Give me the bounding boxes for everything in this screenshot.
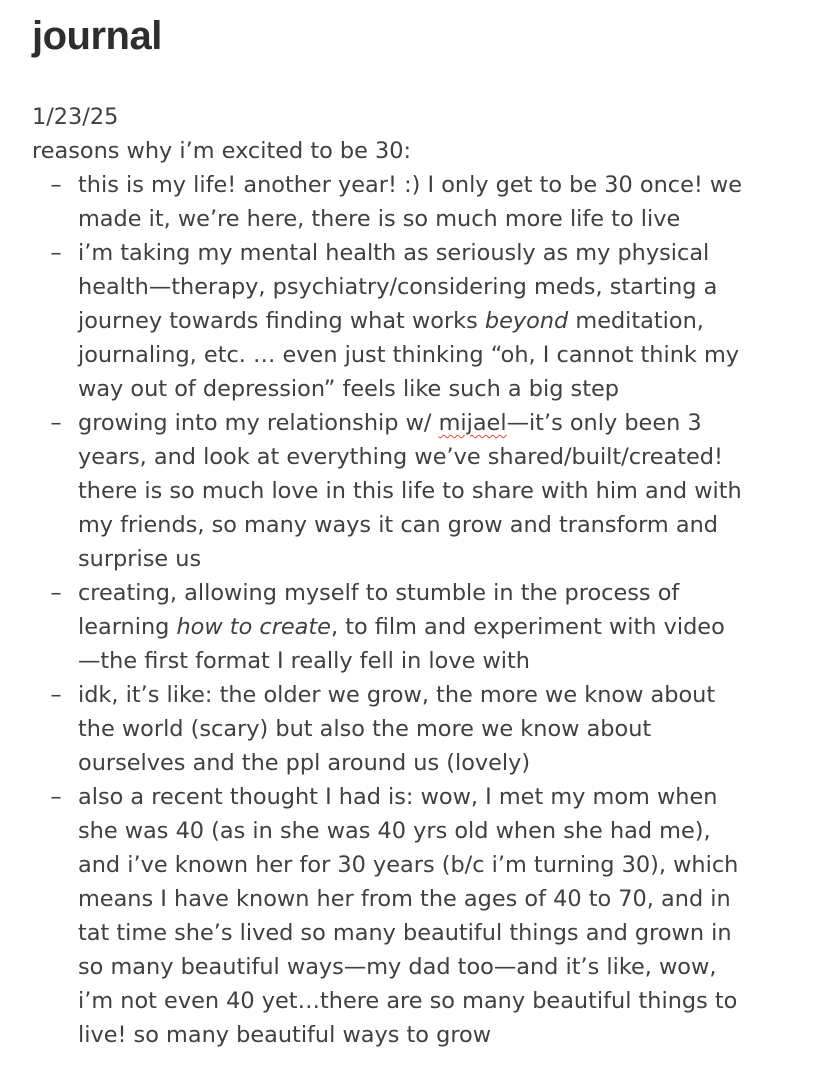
list-item-line: the world (scary) but also the more we know about <box>78 716 652 742</box>
list-item <box>32 236 822 406</box>
list-item-line: i’m taking my mental health as seriously as my physical <box>78 240 710 266</box>
list-item-line: my friends, so many ways it can grow and transform and <box>78 512 718 538</box>
list-item-line <box>78 610 822 644</box>
list-item-line: tat time she’s lived so many beautiful things and grown in <box>78 920 732 946</box>
list-item-line: made it, we’re here, there is so much more life to live <box>78 206 681 232</box>
list-item-line: —the first format I really fell in love with <box>78 648 530 674</box>
bullet-dash: – <box>50 784 62 810</box>
list-item-line: this is my life! another year! :) I only get to be 30 once! we <box>78 172 743 198</box>
list-item <box>32 576 822 678</box>
list-item <box>32 678 822 780</box>
italic-text: how to create <box>176 614 331 640</box>
list-item <box>32 780 822 1052</box>
list-item-line: there is so much love in this life to share with him and with <box>78 478 742 504</box>
text-run: learning <box>78 614 177 640</box>
list-heading: reasons why i’m excited to be 30: <box>32 138 412 164</box>
bullet-dash: – <box>50 172 62 198</box>
list-item <box>32 168 822 236</box>
text-run: —it’s only been 3 <box>506 410 702 436</box>
italic-text: beyond <box>484 308 569 334</box>
list-item-line: also a recent thought I had is: wow, I met my mom when <box>78 784 718 810</box>
text-run: , to film and experiment with video <box>330 614 725 640</box>
list-item-line: i’m not even 40 yet…there are so many beautiful things to <box>78 988 738 1014</box>
list-item-line: journaling, etc. … even just thinking “oh, I cannot think my <box>78 342 740 368</box>
bullet-dash: – <box>50 240 62 266</box>
list-item-line <box>78 406 822 440</box>
misspelled-word[interactable]: mijael <box>438 410 507 436</box>
bullet-dash: – <box>50 580 62 606</box>
bullet-dash: – <box>50 410 62 436</box>
list-item-line: means I have known her from the ages of 40 to 70, and in <box>78 886 731 912</box>
list-item <box>32 406 822 576</box>
bullet-dash: – <box>50 682 62 708</box>
list-item-line: and i’ve known her for 30 years (b/c i’m turning 30), which <box>78 852 739 878</box>
list-item-line: live! so many beautiful ways to grow <box>78 1022 492 1048</box>
list-item-line: idk, it’s like: the older we grow, the more we know about <box>78 682 716 708</box>
list-item-line: years, and look at everything we’ve shared/built/created! <box>78 444 723 470</box>
list-item-line: health—therapy, psychiatry/considering meds, starting a <box>78 274 718 300</box>
note-date: 1/23/25 <box>32 104 119 130</box>
list-item-line: surprise us <box>78 546 202 572</box>
list-item-line: ourselves and the ppl around us (lovely) <box>78 750 531 776</box>
list-item-line: way out of depression” feels like such a big step <box>78 376 619 402</box>
reasons-list <box>32 168 822 1052</box>
list-item-line <box>78 304 822 338</box>
text-run: growing into my relationship w/ <box>78 410 439 436</box>
note-editor[interactable] <box>32 10 822 1052</box>
note-title[interactable]: journal <box>32 14 162 58</box>
list-item-line: so many beautiful ways—my dad too—and it’s like, wow, <box>78 954 717 980</box>
note-body[interactable] <box>32 100 822 1052</box>
list-item-line: creating, allowing myself to stumble in the process of <box>78 580 680 606</box>
text-run: meditation, <box>568 308 704 334</box>
list-item-line: she was 40 (as in she was 40 yrs old when she had me), <box>78 818 711 844</box>
text-run: journey towards finding what works <box>78 308 485 334</box>
